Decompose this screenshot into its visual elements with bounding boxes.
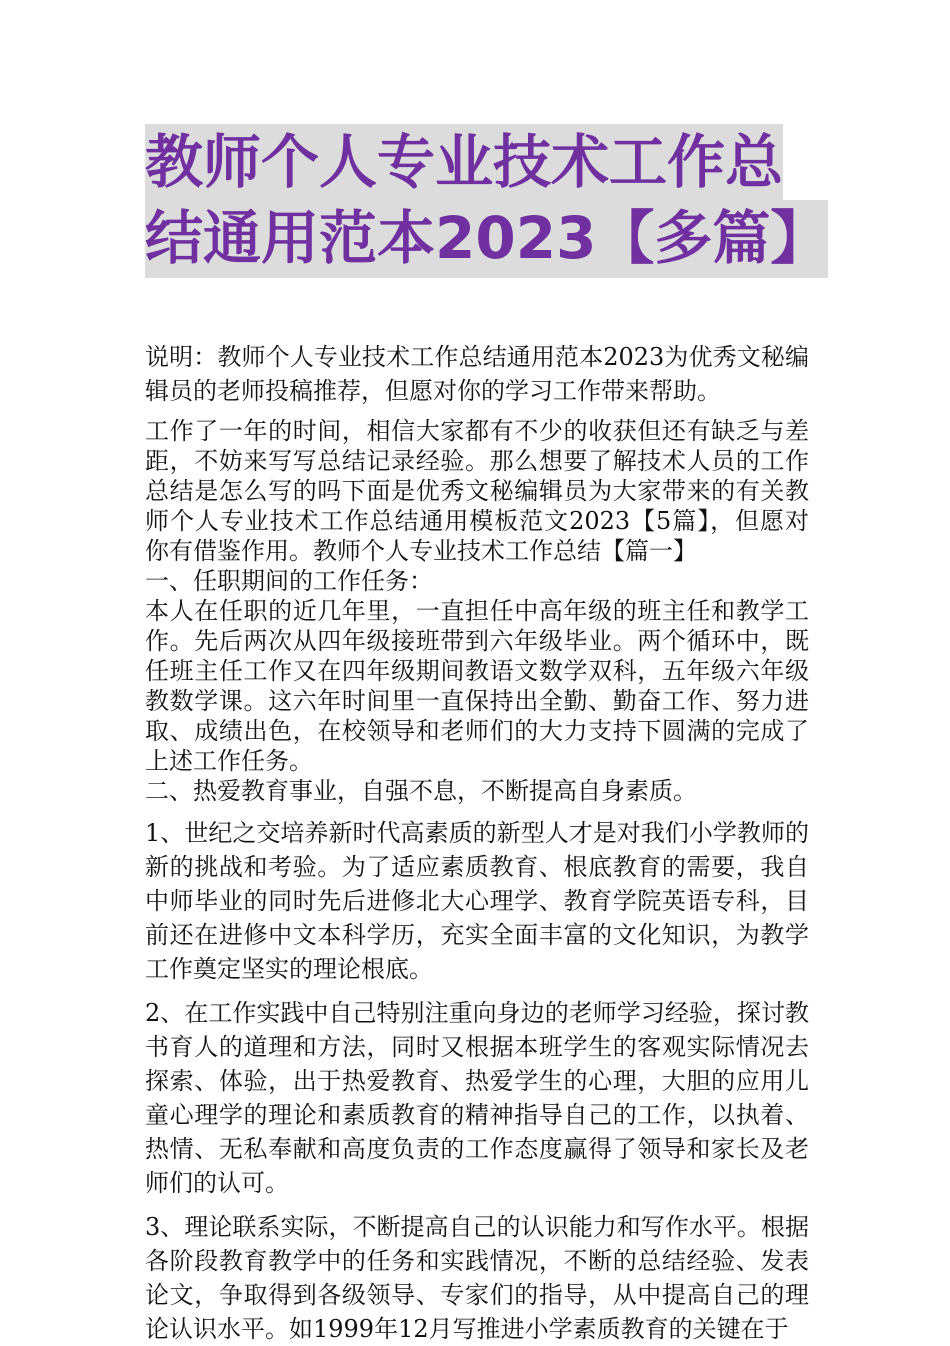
intro-paragraph: 说明：教师个人专业技术工作总结通用范本2023为优秀文秘编辑员的老师投稿推荐，但愿对你的学习工作带来帮助。 — [145, 343, 809, 405]
numbered-paragraph: 3、理论联系实际，不断提高自己的认识能力和写作水平。根据各阶段教育教学中的任务和实践情况，不断的总结经验、发表论文，争取得到各级领导、专家们的指导，从中提高自己的理论认识水平。如1999年12月写推进小学素质教育的关键在于 — [145, 1213, 809, 1343]
section-heading: 一、任职期间的工作任务： — [145, 567, 433, 595]
section-heading: 二、热爱教育事业，自强不息，不断提高自身素质。 — [145, 777, 697, 805]
numbered-paragraph: 2、在工作实践中自己特别注重向身边的老师学习经验，探讨教书育人的道理和方法，同时又根据本班学生的客观实际情况去探索、体验，出于热爱教育、热爱学生的心理，大胆的应用儿童心理学的理论和素质教育的精神指导自己的工作，以执着、热情、无私奉献和高度负责的工作态度赢得了领导和家长及老师们的认可。 — [145, 999, 809, 1197]
numbered-paragraph: 1、世纪之交培养新时代高素质的新型人才是对我们小学教师的新的挑战和考验。为了适应素质教育、根底教育的需要，我自中师毕业的同时先后进修北大心理学、教育学院英语专科，目前还在进修中文本科学历，充实全面丰富的文化知识，为教学工作奠定坚实的理论根底。 — [145, 819, 809, 983]
body-paragraph: 本人在任职的近几年里，一直担任中高年级的班主任和教学工作。先后两次从四年级接班带到六年级毕业。两个循环中，既任班主任工作又在四年级期间教语文数学双科，五年级六年级教数学课。这六年时间里一直保持出全勤、勤奋工作、努力进取、成绩出色，在校领导和老师们的大力支持下圆满的完成了上述工作任务。 — [145, 597, 809, 775]
document-body — [145, 330, 809, 1346]
document-title — [145, 124, 829, 276]
body-paragraph: 工作了一年的时间，相信大家都有不少的收获但还有缺乏与差距，不妨来写写总结记录经验。那么想要了解技术人员的工作总结是怎么写的吗下面是优秀文秘编辑员为大家带来的有关教师个人专业技术工作总结通用模板范文2023【5篇】，但愿对你有借鉴作用。教师个人专业技术工作总结【篇一】 — [145, 417, 809, 565]
document-title-text: 教师个人专业技术工作总结通用范本2023【多篇】 — [145, 124, 828, 278]
